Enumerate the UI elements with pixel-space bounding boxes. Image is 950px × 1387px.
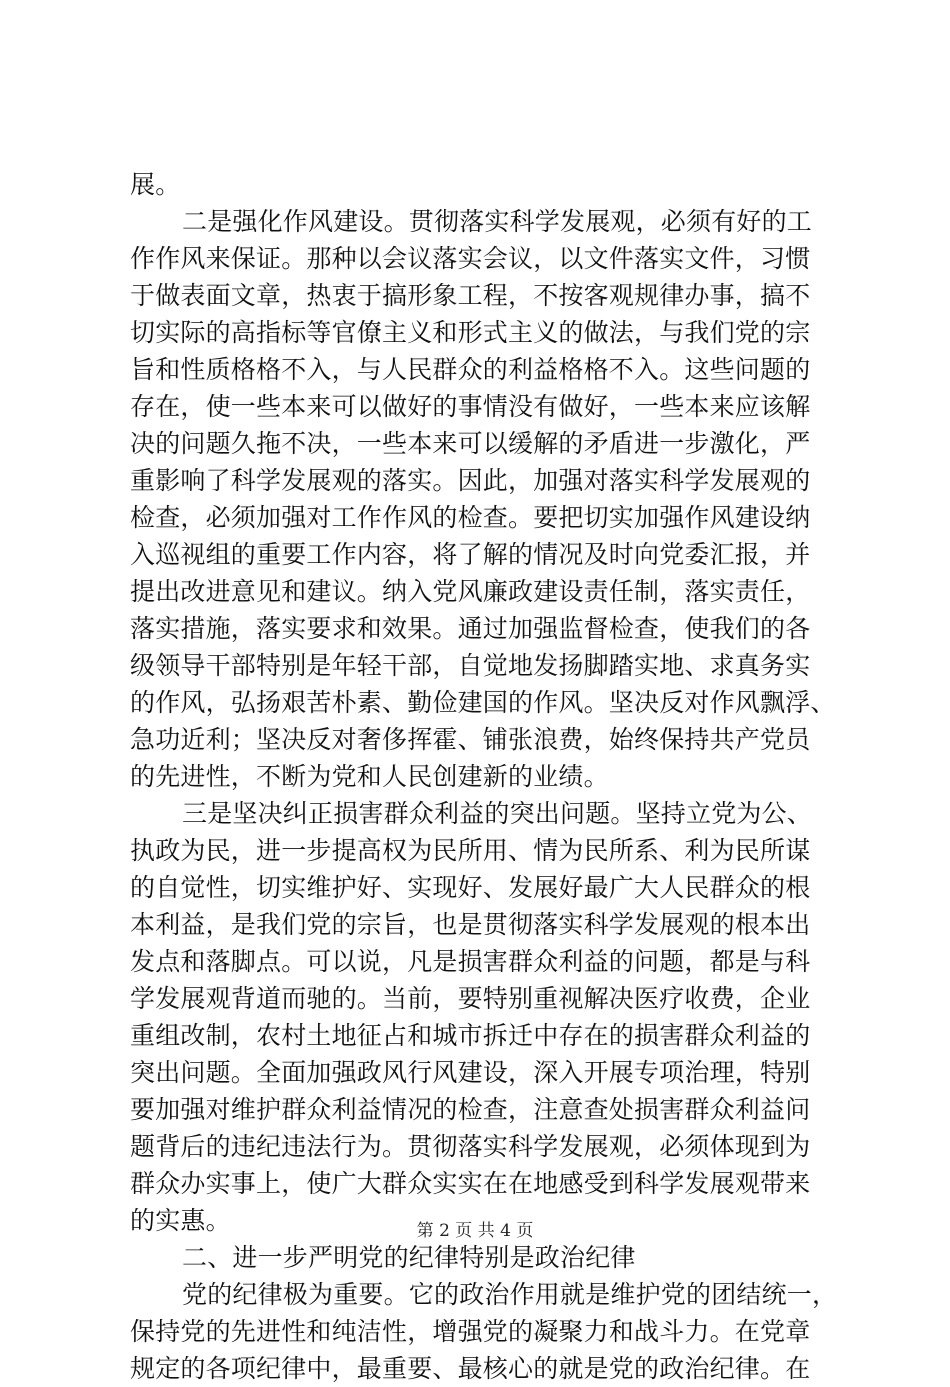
text-line: 的先进性，不断为党和人民创建新的业绩。 bbox=[130, 762, 609, 791]
text-line: 级领导干部特别是年轻干部，自觉地发扬脚踏实地、求真务实 bbox=[130, 651, 811, 680]
text-line: 提出改进意见和建议。纳入党风廉政建设责任制，落实责任， bbox=[130, 577, 811, 606]
text-line: 展。 bbox=[130, 170, 181, 199]
text-line: 落实措施，落实要求和效果。通过加强监督检查，使我们的各 bbox=[130, 614, 811, 643]
text-line: 作作风来保证。那种以会议落实会议，以文件落实文件，习惯 bbox=[130, 244, 811, 273]
text-line: 检查，必须加强对工作作风的检查。要把切实加强作风建设纳 bbox=[130, 503, 811, 532]
text-line: 切实际的高指标等官僚主义和形式主义的做法，与我们党的宗 bbox=[130, 318, 811, 347]
text-line: 的作风，弘扬艰苦朴素、勤俭建国的作风。坚决反对作风飘浮、 bbox=[130, 688, 836, 717]
text-line: 要加强对维护群众利益情况的检查，注意查处损害群众利益问 bbox=[130, 1095, 811, 1124]
text-line: 急功近利；坚决反对奢侈挥霍、铺张浪费，始终保持共产党员 bbox=[130, 725, 811, 754]
text-line: 二、进一步严明党的纪律特别是政治纪律 bbox=[182, 1243, 636, 1272]
text-line: 突出问题。全面加强政风行风建设，深入开展专项治理，特别 bbox=[130, 1058, 811, 1087]
text-line: 发点和落脚点。可以说，凡是损害群众利益的问题，都是与科 bbox=[130, 947, 811, 976]
text-line: 三是坚决纠正损害群众利益的突出问题。坚持立党为公、 bbox=[182, 799, 813, 828]
text-line: 的实惠。 bbox=[130, 1206, 231, 1235]
text-line: 存在，使一些本来可以做好的事情没有做好，一些本来应该解 bbox=[130, 392, 811, 421]
text-line: 保持党的先进性和纯洁性，增强党的凝聚力和战斗力。在党章 bbox=[130, 1317, 811, 1346]
text-line: 群众办实事上，使广大群众实实在在地感受到科学发展观带来 bbox=[130, 1169, 811, 1198]
text-line: 决的问题久拖不决，一些本来可以缓解的矛盾进一步激化，严 bbox=[130, 429, 811, 458]
text-line: 入巡视组的重要工作内容，将了解的情况及时向党委汇报，并 bbox=[130, 540, 811, 569]
text-line: 题背后的违纪违法行为。贯彻落实科学发展观，必须体现到为 bbox=[130, 1132, 811, 1161]
text-line: 旨和性质格格不入，与人民群众的利益格格不入。这些问题的 bbox=[130, 355, 811, 384]
text-line: 党的纪律极为重要。它的政治作用就是维护党的团结统一， bbox=[182, 1280, 838, 1309]
text-line: 重组改制，农村土地征占和城市拆迁中存在的损害群众利益的 bbox=[130, 1021, 811, 1050]
text-line: 重影响了科学发展观的落实。因此，加强对落实科学发展观的 bbox=[130, 466, 811, 495]
text-line: 学发展观背道而驰的。当前，要特别重视解决医疗收费，企业 bbox=[130, 984, 811, 1013]
text-line: 的自觉性，切实维护好、实现好、发展好最广大人民群众的根 bbox=[130, 873, 811, 902]
text-line: 二是强化作风建设。贯彻落实科学发展观，必须有好的工 bbox=[182, 207, 813, 236]
text-line: 于做表面文章，热衷于搞形象工程，不按客观规律办事，搞不 bbox=[130, 281, 811, 310]
text-line: 规定的各项纪律中，最重要、最核心的就是党的政治纪律。在 bbox=[130, 1354, 811, 1383]
text-line: 执政为民，进一步提高权为民所用、情为民所系、利为民所谋 bbox=[130, 836, 811, 865]
page-footer: 第 2 页 共 4 页 bbox=[416, 1221, 534, 1241]
document-body bbox=[130, 166, 838, 1387]
text-line: 本利益，是我们党的宗旨，也是贯彻落实科学发展观的根本出 bbox=[130, 910, 811, 939]
